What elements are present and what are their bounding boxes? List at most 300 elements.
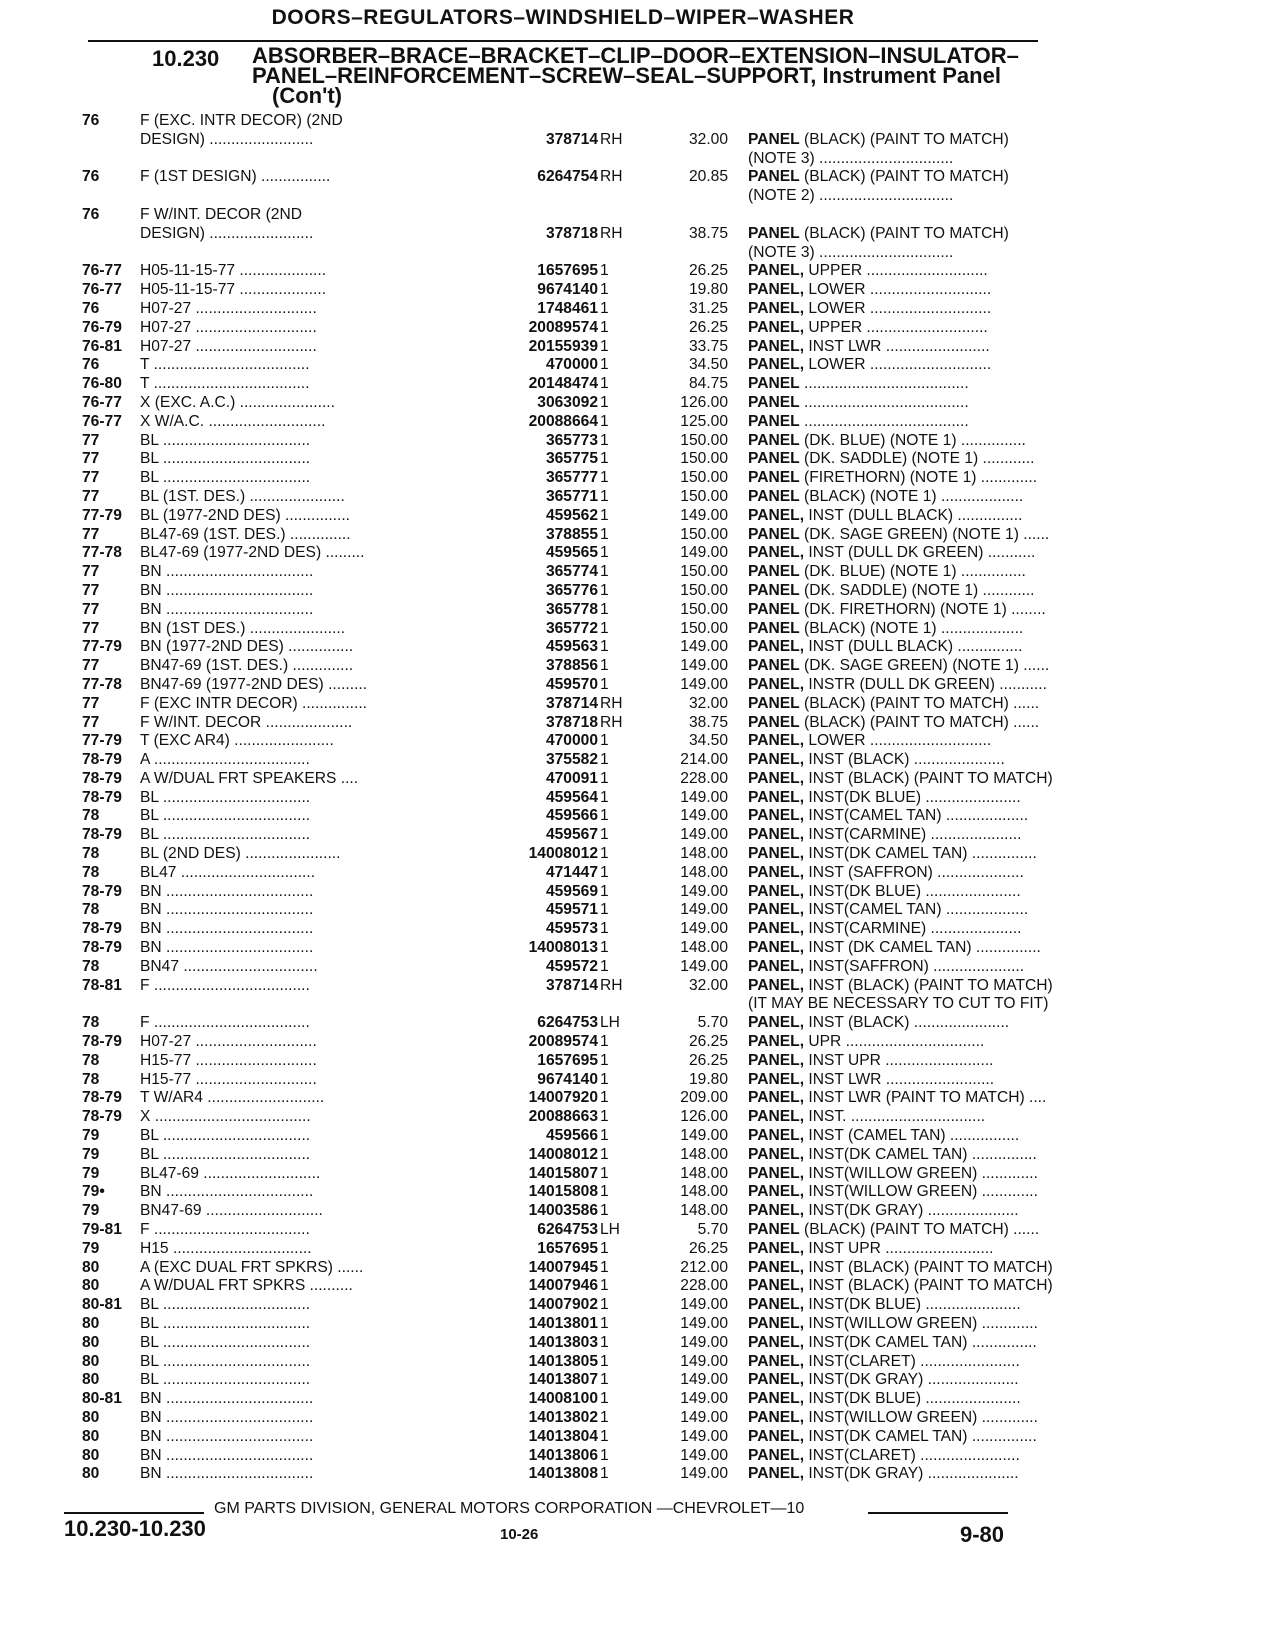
part-name-detail: INST(SAFFRON) ..................... (808, 957, 1025, 975)
part-name-detail: (NOTE 3) ............................... (748, 243, 954, 261)
quantity-cell: 1 (600, 431, 609, 449)
part-name-cell (748, 1033, 1110, 1052)
part-name-cell (748, 544, 1110, 563)
header-rule (88, 40, 1038, 42)
part-name-bold: PANEL (748, 619, 800, 637)
year-cell: 78-79 (82, 1033, 122, 1051)
part-name-bold: PANEL (748, 713, 800, 731)
table-row (82, 1258, 1053, 1278)
price-cell: 34.50 (688, 356, 728, 374)
table-row (82, 300, 1042, 319)
year-cell: 79 (82, 1239, 100, 1257)
part-name-bold: PANEL (748, 600, 800, 618)
part-name-detail: (BLACK) (NOTE 1) ................... (804, 487, 1024, 505)
part-name-bold: PANEL, (748, 1108, 805, 1126)
table-row (82, 920, 1042, 939)
table-row (82, 582, 1042, 601)
year-cell: 77-78 (82, 675, 122, 693)
part-name-bold: PANEL, (748, 1258, 805, 1276)
year-cell: 80 (82, 1315, 100, 1332)
price-cell: 149.00 (680, 1408, 728, 1426)
price-cell: 150.00 (680, 600, 728, 618)
description-cell: BN .................................. (140, 563, 314, 581)
quantity-cell: 1 (600, 1033, 609, 1051)
part-name-bold: PANEL (748, 224, 800, 242)
part-name-bold: PANEL (748, 412, 800, 430)
description-cell: BL .................................. (140, 1315, 311, 1332)
description-cell: BL47 ............................... (140, 863, 316, 881)
part-name-detail: (DK. FIRETHORN) (NOTE 1) ........ (804, 600, 1046, 618)
part-number-cell: 3063092 (537, 393, 598, 411)
part-name-bold: PANEL, (748, 1089, 805, 1107)
price-cell: 149.00 (680, 1296, 728, 1314)
part-name-cell (748, 1071, 1110, 1090)
description-cell: BL .................................. (140, 1371, 311, 1389)
price-cell: 38.75 (688, 713, 728, 731)
part-number-cell: 14013802 (528, 1408, 598, 1426)
description-cell: T .................................... (140, 375, 310, 393)
table-row (82, 1146, 1042, 1165)
part-name-cell (748, 300, 1110, 319)
part-number-cell: 378856 (545, 657, 598, 675)
year-cell: 79 (82, 1202, 100, 1220)
section-title-line-2: PANEL–REINFORCEMENT–SCREW–SEAL–SUPPORT, Instrument Panel (252, 63, 1001, 88)
description-cell: H07-27 ............................ (140, 299, 317, 317)
table-row (82, 995, 1049, 1014)
part-name-cell (748, 168, 1110, 187)
price-cell: 149.00 (680, 901, 728, 919)
part-name-detail: INST (DULL DK GREEN) ........... (808, 544, 1036, 562)
part-name-cell (748, 1202, 1110, 1221)
part-name-detail: LOWER ............................ (808, 281, 992, 299)
part-name-detail: INST(DK BLUE) ...................... (808, 1296, 1021, 1314)
part-name-cell (748, 920, 1110, 939)
table-row (82, 1183, 1042, 1202)
table-row (82, 356, 1042, 375)
quantity-cell: 1 (600, 450, 609, 468)
table-row (82, 1409, 1042, 1428)
part-name-cell (748, 1014, 1110, 1033)
price-cell: 149.00 (680, 1127, 728, 1145)
quantity-cell: 1 (600, 882, 609, 900)
year-cell: 79-81 (82, 1221, 122, 1239)
year-cell: 77 (82, 581, 100, 599)
year-cell: 77 (82, 713, 100, 731)
table-row (82, 1428, 1042, 1447)
quantity-cell: 1 (600, 1333, 609, 1351)
price-cell: 150.00 (680, 581, 728, 599)
part-name-bold: PANEL, (748, 1333, 805, 1351)
part-name-detail: INST(CLARET) ....................... (808, 1352, 1020, 1370)
year-cell: 80 (82, 1446, 100, 1464)
year-cell: 76 (82, 112, 100, 129)
part-number-cell: 470000 (545, 356, 598, 374)
description-cell: BL .................................. (140, 807, 311, 825)
part-name-cell (748, 657, 1110, 676)
part-number-cell: 9674140 (537, 1070, 598, 1088)
price-cell: 149.00 (680, 638, 728, 656)
description-cell: BL .................................. (140, 1127, 311, 1145)
price-cell: 149.00 (680, 506, 728, 524)
part-name-detail: ...................................... (804, 375, 969, 393)
table-row (82, 507, 1042, 526)
part-name-bold: PANEL, (748, 1371, 805, 1389)
part-number-cell: 20089574 (528, 318, 598, 336)
part-number-cell: 378714 (545, 694, 598, 712)
table-row (82, 1390, 1042, 1409)
part-name-cell (748, 939, 1110, 958)
footer-section-range: 10.230-10.230 (64, 1516, 206, 1541)
price-cell: 149.00 (680, 826, 728, 844)
year-cell: 77 (82, 469, 100, 487)
year-cell: 78-79 (82, 751, 122, 769)
year-cell: 78 (82, 957, 100, 975)
part-name-detail: (DK. BLUE) (NOTE 1) ............... (804, 563, 1026, 581)
description-cell: T (EXC AR4) ....................... (140, 732, 334, 750)
part-number-cell: 378714 (545, 130, 598, 148)
quantity-cell: 1 (600, 563, 609, 581)
quantity-cell: 1 (600, 1371, 609, 1389)
table-row (82, 432, 1042, 451)
year-cell: 78 (82, 1014, 100, 1032)
year-cell: 79• (82, 1183, 105, 1201)
table-row (82, 225, 1042, 244)
part-number-cell: 9674140 (537, 281, 598, 299)
part-name-bold: PANEL, (748, 1127, 805, 1145)
price-cell: 126.00 (680, 393, 728, 411)
part-number-cell: 14013801 (528, 1315, 598, 1332)
quantity-cell: 1 (600, 262, 609, 280)
quantity-cell: 1 (600, 1239, 609, 1257)
price-cell: 150.00 (680, 619, 728, 637)
description-cell: H07-27 ............................ (140, 1033, 317, 1051)
description-cell: BL .................................. (140, 1145, 311, 1163)
part-name-bold: PANEL (748, 375, 800, 393)
part-name-cell (748, 1296, 1110, 1315)
part-number-cell: 459567 (545, 826, 598, 844)
footer-rule-left (64, 1512, 204, 1514)
part-name-detail: (FIRETHORN) (NOTE 1) ............. (804, 469, 1038, 487)
quantity-cell: 1 (600, 957, 609, 975)
part-name-cell (748, 526, 1110, 545)
description-cell: BL .................................. (140, 826, 311, 844)
year-cell: 76 (82, 299, 100, 317)
description-cell: T .................................... (140, 356, 310, 374)
year-cell: 77 (82, 657, 100, 675)
part-name-detail: (NOTE 2) ............................... (748, 187, 954, 205)
part-name-bold: PANEL, (748, 901, 805, 919)
part-name-bold: PANEL (748, 450, 800, 468)
part-name-detail: INST(CARMINE) ..................... (808, 920, 1022, 938)
part-name-bold: PANEL, (748, 1352, 805, 1370)
part-name-bold: PANEL, (748, 1296, 805, 1314)
part-name-bold: PANEL (748, 487, 800, 505)
part-name-cell (748, 262, 1110, 281)
part-name-detail: (DK. SADDLE) (NOTE 1) ............ (804, 450, 1035, 468)
part-name-bold: PANEL (748, 168, 800, 186)
table-row (82, 281, 1042, 300)
part-name-detail: (DK. BLUE) (NOTE 1) ............... (804, 431, 1026, 449)
year-cell: 80-81 (82, 1390, 122, 1408)
part-number-cell: 459562 (545, 506, 598, 524)
part-name-detail: LOWER ............................ (808, 356, 992, 374)
part-number-cell: 459572 (545, 957, 598, 975)
part-name-detail: INST (BLACK) ..................... (808, 751, 1005, 769)
year-cell: 80-81 (82, 1296, 122, 1314)
part-number-cell: 14015807 (528, 1164, 598, 1182)
part-name-bold: PANEL (748, 431, 800, 449)
description-cell: BL .................................. (140, 431, 311, 449)
price-cell: 149.00 (680, 1315, 728, 1332)
part-name-cell (748, 1165, 1110, 1184)
part-number-cell: 14013803 (528, 1333, 598, 1351)
part-name-detail: INST(DK BLUE) ...................... (808, 788, 1021, 806)
table-row (82, 751, 1042, 770)
part-name-cell (748, 1146, 1110, 1165)
year-cell: 76-77 (82, 393, 122, 411)
year-cell: 80 (82, 1333, 100, 1351)
part-name-detail: (BLACK) (NOTE 1) ................... (804, 619, 1024, 637)
part-name-detail: INST (CAMEL TAN) ................ (808, 1127, 1020, 1145)
table-row (82, 1014, 1042, 1033)
part-name-detail: (DK. SAGE GREEN) (NOTE 1) ...... (804, 657, 1050, 675)
part-name-bold: PANEL, (748, 863, 805, 881)
price-cell: 228.00 (680, 1277, 728, 1295)
description-cell: BN (1977-2ND DES) ............... (140, 638, 354, 656)
table-row (82, 450, 1042, 469)
table-row (82, 789, 1042, 808)
part-name-bold: PANEL, (748, 1315, 805, 1332)
part-number-cell: 365774 (545, 563, 598, 581)
part-name-cell (748, 1108, 1110, 1127)
table-row (82, 544, 1042, 563)
year-cell: 77 (82, 694, 100, 712)
table-row (82, 1033, 1042, 1052)
quantity-cell: 1 (600, 600, 609, 618)
price-cell: 26.25 (688, 1239, 728, 1257)
year-cell: 80 (82, 1277, 100, 1295)
table-row (82, 826, 1042, 845)
part-number-cell: 459563 (545, 638, 598, 656)
part-number-cell: 1657695 (537, 1239, 598, 1257)
part-name-cell (748, 450, 1110, 469)
part-name-cell (748, 1428, 1110, 1447)
price-cell: 148.00 (680, 1145, 728, 1163)
part-name-bold: PANEL, (748, 281, 805, 299)
part-number-cell: 365772 (545, 619, 598, 637)
part-number-cell: 1657695 (537, 1051, 598, 1069)
price-cell: 150.00 (680, 431, 728, 449)
price-cell: 148.00 (680, 939, 728, 957)
table-row (82, 394, 1042, 413)
part-name-bold: PANEL, (748, 845, 805, 863)
part-name-detail: INST LWR ........................ (808, 337, 990, 355)
year-cell: 78-79 (82, 882, 122, 900)
part-number-cell: 20089574 (528, 1033, 598, 1051)
part-name-bold: PANEL, (748, 751, 805, 769)
description-cell: BL (1977-2ND DES) ............... (140, 506, 351, 524)
part-name-detail: INST(CLARET) ....................... (808, 1446, 1020, 1464)
part-name-bold: PANEL, (748, 318, 805, 336)
table-row (82, 1315, 1042, 1334)
part-name-bold: PANEL (748, 694, 800, 712)
quantity-cell: 1 (600, 393, 609, 411)
part-name-cell (748, 695, 1110, 714)
part-name-cell (748, 883, 1110, 902)
section-title (252, 43, 1042, 108)
part-name-cell (748, 1127, 1110, 1146)
price-cell: 149.00 (680, 1427, 728, 1445)
year-cell: 80 (82, 1258, 100, 1276)
part-name-cell (748, 187, 1110, 206)
part-name-cell (748, 1315, 1110, 1334)
part-name-bold: PANEL, (748, 506, 805, 524)
part-name-detail: (DK. SAGE GREEN) (NOTE 1) ...... (804, 525, 1050, 543)
part-name-detail: INST(DK CAMEL TAN) ............... (808, 845, 1037, 863)
part-name-bold: PANEL, (748, 957, 805, 975)
description-cell: BN .................................. (140, 1446, 314, 1464)
price-cell: 125.00 (680, 412, 728, 430)
description-cell: F W/INT. DECOR (2ND (140, 205, 302, 223)
price-cell: 228.00 (680, 769, 728, 787)
year-cell: 76 (82, 205, 100, 223)
table-row (82, 714, 1042, 733)
table-row (82, 638, 1042, 657)
quantity-cell: 1 (600, 1051, 609, 1069)
part-name-cell (748, 620, 1110, 639)
part-name-bold: PANEL, (748, 1164, 805, 1182)
part-name-detail: INST (DULL BLACK) ............... (808, 638, 1023, 656)
quantity-cell: 1 (600, 1145, 609, 1163)
part-name-bold: PANEL, (748, 807, 805, 825)
description-cell: H05-11-15-77 .................... (140, 262, 327, 280)
description-cell: BN .................................. (140, 581, 314, 599)
page-header-title: DOORS–REGULATORS–WINDSHIELD–WIPER–WASHER (271, 6, 855, 29)
table-row (82, 488, 1042, 507)
part-name-detail: (BLACK) (PAINT TO MATCH) ...... (804, 713, 1040, 731)
description-cell: BN .................................. (140, 1465, 314, 1483)
description-cell: BL47-69 (1ST. DES.) .............. (140, 525, 351, 543)
part-name-cell (748, 601, 1110, 620)
description-cell: F .................................... (140, 1014, 310, 1032)
part-name-detail: INST(DK CAMEL TAN) ............... (808, 1333, 1037, 1351)
price-cell: 149.00 (680, 1371, 728, 1389)
quantity-cell: 1 (600, 281, 609, 299)
table-row (82, 1127, 1042, 1146)
part-name-detail: INST (DULL BLACK) ............... (808, 506, 1023, 524)
description-cell: F .................................... (140, 1221, 310, 1239)
description-cell: F .................................... (140, 976, 310, 994)
part-number-cell: 14013806 (528, 1446, 598, 1464)
part-number-cell: 459569 (545, 882, 598, 900)
description-cell: BN47-69 (1977-2ND DES) ......... (140, 675, 368, 693)
description-cell: BN .................................. (140, 600, 314, 618)
year-cell: 76 (82, 356, 100, 374)
quantity-cell: LH (600, 1014, 620, 1032)
quantity-cell: 1 (600, 1315, 609, 1332)
year-cell: 79 (82, 1127, 100, 1145)
part-name-cell (748, 714, 1110, 733)
quantity-cell: RH (600, 130, 623, 148)
part-name-detail: ...................................... (804, 393, 969, 411)
part-name-detail: (DK. SADDLE) (NOTE 1) ............ (804, 581, 1035, 599)
part-name-bold: PANEL, (748, 638, 805, 656)
part-number-cell: 378714 (545, 976, 598, 994)
table-row (82, 1108, 1042, 1127)
quantity-cell: 1 (600, 845, 609, 863)
part-name-bold: PANEL, (748, 675, 805, 693)
part-name-bold: PANEL, (748, 262, 805, 280)
part-name-detail: INST(WILLOW GREEN) ............. (808, 1164, 1038, 1182)
part-name-bold: PANEL, (748, 769, 805, 787)
part-name-detail: INST(DK BLUE) ...................... (808, 1390, 1021, 1408)
part-number-cell: 20155939 (528, 337, 598, 355)
table-row (82, 675, 1047, 695)
part-name-cell (748, 789, 1110, 808)
price-cell: 26.25 (688, 262, 728, 280)
part-name-cell (748, 1447, 1110, 1466)
quantity-cell: 1 (600, 299, 609, 317)
part-name-bold: PANEL, (748, 1070, 805, 1088)
part-name-cell (748, 1089, 1110, 1108)
quantity-cell: 1 (600, 619, 609, 637)
year-cell: 78 (82, 901, 100, 919)
price-cell: 31.25 (688, 299, 728, 317)
quantity-cell: RH (600, 224, 623, 242)
description-cell: BL47-69 ........................... (140, 1164, 321, 1182)
year-cell: 78-79 (82, 939, 122, 957)
price-cell: 150.00 (680, 525, 728, 543)
description-cell: BN47 ............................... (140, 957, 318, 975)
table-row (82, 525, 1050, 545)
quantity-cell: 1 (600, 1446, 609, 1464)
table-row (82, 901, 1042, 920)
part-number-cell: 20088664 (528, 412, 598, 430)
description-cell: BL .................................. (140, 469, 311, 487)
description-cell: X (EXC. A.C.) ...................... (140, 393, 335, 411)
part-name-cell (748, 1409, 1110, 1428)
part-name-bold: PANEL, (748, 1014, 805, 1032)
price-cell: 150.00 (680, 450, 728, 468)
part-name-detail: INST(DK GRAY) ..................... (808, 1371, 1019, 1389)
quantity-cell: 1 (600, 581, 609, 599)
year-cell: 76-79 (82, 318, 122, 336)
table-row (82, 131, 1042, 150)
part-name-detail: INST(CARMINE) ..................... (808, 826, 1022, 844)
part-name-cell (748, 131, 1110, 150)
part-name-cell (748, 1465, 1110, 1484)
quantity-cell: 1 (600, 1296, 609, 1314)
part-name-cell (748, 281, 1110, 300)
price-cell: 149.00 (680, 1465, 728, 1483)
year-cell: 78 (82, 1051, 100, 1069)
quantity-cell: 1 (600, 939, 609, 957)
price-cell: 5.70 (697, 1014, 728, 1032)
part-name-cell (748, 901, 1110, 920)
table-row (82, 1202, 1042, 1221)
quantity-cell: 1 (600, 1465, 609, 1483)
table-row (82, 1240, 1042, 1259)
year-cell: 78-79 (82, 1108, 122, 1126)
part-name-cell (748, 1390, 1110, 1409)
year-cell: 76-77 (82, 412, 122, 430)
description-cell: BN .................................. (140, 882, 314, 900)
part-number-cell: 20088663 (528, 1108, 598, 1126)
part-name-bold: PANEL, (748, 1051, 805, 1069)
part-name-bold: PANEL (748, 1221, 800, 1239)
quantity-cell: 1 (600, 863, 609, 881)
table-row (82, 112, 1042, 131)
